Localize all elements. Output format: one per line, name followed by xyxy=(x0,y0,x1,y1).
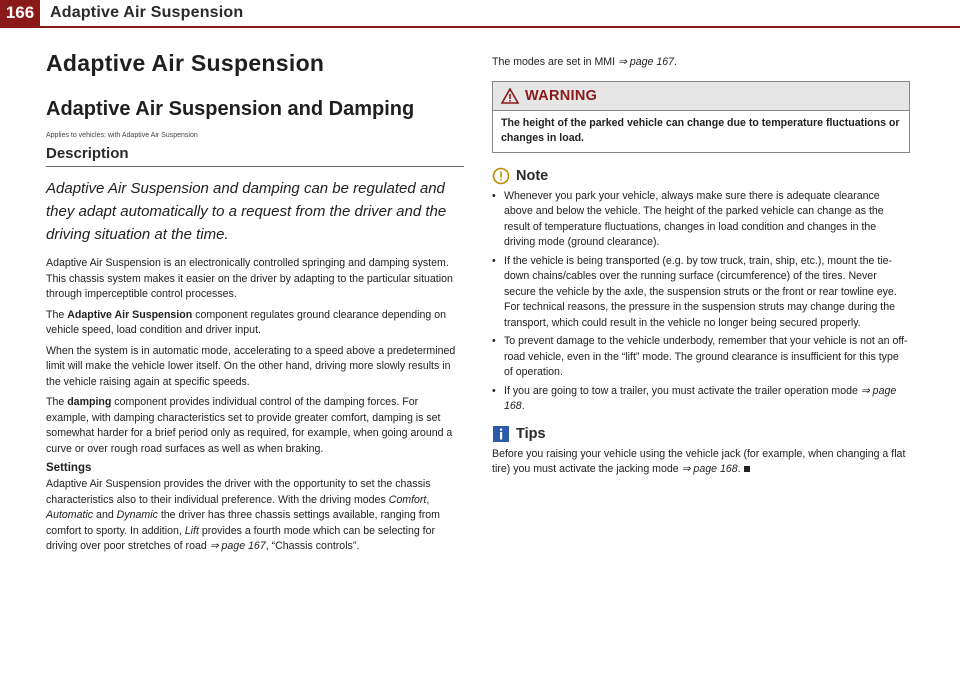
right-column xyxy=(492,36,910,483)
page-reference-link[interactable]: ⇒ page 168 xyxy=(504,384,897,412)
subsection-title: Description xyxy=(46,145,464,167)
note-bullet: • If the vehicle is being transported (e.g. by tow truck, train, ship, etc.), mount the tie-down chains/cables over the running surface (circumference) of the tires. Never secure the vehicle by the axle, the suspension struts or the front or rear towline eye. For technical reasons, the pressure in the suspension struts may change during the transport, which could result in the vehicle no longer being secured properly. xyxy=(492,254,897,329)
warning-icon xyxy=(501,88,519,104)
tips-header: Tips xyxy=(492,425,910,443)
settings-heading: Settings xyxy=(46,462,92,474)
warning-text: The height of the parked vehicle can change due to temperature fluctuations or changes in load. xyxy=(493,110,909,152)
warning-box xyxy=(492,81,910,153)
note-bullet: • Whenever you park your vehicle, always make sure there is adequate clearance above and below the vehicle. The height of the parked vehicle can change as the result of temperature fluctuations, changes in load condition and changes in the driving mode (ground clearance). xyxy=(492,189,884,248)
paragraph: The modes are set in MMI ⇒ page 167. xyxy=(492,56,677,68)
page-number: 166 xyxy=(0,0,40,26)
running-title: Adaptive Air Suspension xyxy=(50,4,244,21)
page-reference-link[interactable]: ⇒ page 167 xyxy=(209,540,266,552)
info-icon xyxy=(492,425,510,443)
paragraph: Adaptive Air Suspension provides the driver with the opportunity to set the chassis characteristics also to their individual preference. With the driving modes Comfort, Automatic and Dynamic the driver has three chassis settings available, ranging from comfort to sporty. In addition, Lift provides a fourth mode which can be selecting for driving over poor stretches of road ⇒ page 167, “Chassis controls”. xyxy=(46,478,440,552)
lead-paragraph: Adaptive Air Suspension and damping can be regulated and they adapt automatically to a request from the driver and the driving situation at the time. xyxy=(46,180,447,243)
paragraph: The damping component provides individual control of the damping forces. For example, with damping characteristics set to provide greater comfort, damping is set somewhat harder for a brief period only as required, for example, when going around a curve or over rough road surfaces as well as when braking. xyxy=(46,396,453,455)
page-reference-link[interactable]: ⇒ page 168 xyxy=(681,463,738,475)
section-title: Adaptive Air Suspension and Damping xyxy=(46,98,415,120)
header-rule xyxy=(0,26,960,28)
note-icon xyxy=(492,167,510,185)
note-header: Note xyxy=(492,167,910,185)
note-bullet: • If you are going to tow a trailer, you must activate the trailer operation mode ⇒ page 168. xyxy=(492,384,897,412)
end-mark xyxy=(744,466,750,472)
warning-header: WARNING xyxy=(493,82,909,110)
applies-note: Applies to vehicles: with Adaptive Air Suspension xyxy=(46,132,198,139)
tips-text: Before you raising your vehicle using the vehicle jack (for example, when changing a flat tire) you must activate the jacking mode ⇒ page 168. xyxy=(492,447,906,475)
paragraph: When the system is in automatic mode, accelerating to a speed above a predetermined limit will make the vehicle lower itself. On the other hand, driving more slowly results in the vehicle raising again at specific speeds. xyxy=(46,344,456,388)
note-bullet: • To prevent damage to the vehicle underbody, remember that your vehicle is not an off-road vehicle, even in the “lift” mode. The ground clearance is insufficient for this type of operation. xyxy=(492,335,908,378)
paragraph: The Adaptive Air Suspension component regulates ground clearance depending on vehicle speed, load condition and driver input. xyxy=(46,308,447,336)
chapter-title: Adaptive Air Suspension xyxy=(46,50,325,76)
page-reference-link[interactable]: ⇒ page 167 xyxy=(618,56,675,68)
left-column xyxy=(46,36,464,560)
paragraph: Adaptive Air Suspension is an electronically controlled springing and damping system. This chassis system makes it easier on the driver by adapting to the particular situation through imperceptible control processes. xyxy=(46,257,453,300)
